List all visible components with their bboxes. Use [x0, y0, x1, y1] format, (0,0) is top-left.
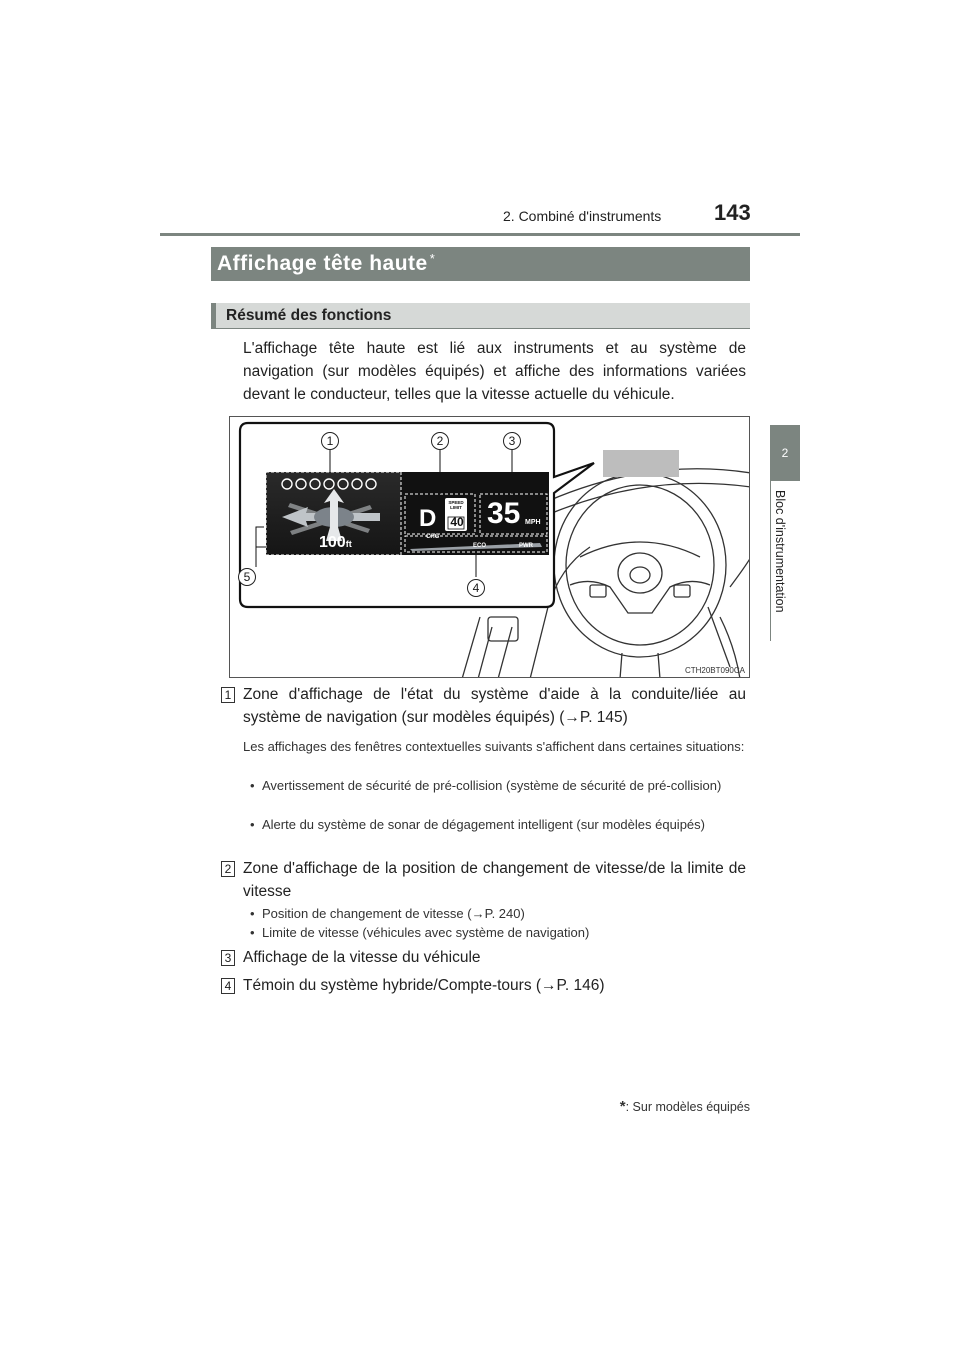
item-4-text: Témoin du système hybride/Compte-tours (→P. 146): [243, 977, 605, 994]
item-2-bullet-2: • Limite de vitesse (véhicules avec système de navigation): [250, 923, 746, 943]
running-header-section: 2. Combiné d'instruments: [503, 208, 662, 224]
item-3-text: Affichage de la vitesse du véhicule: [243, 949, 481, 966]
hud-pwr-label: PWR: [519, 543, 533, 549]
page-number: 143: [714, 200, 751, 225]
section-title-text: Affichage tête haute: [217, 252, 428, 275]
chapter-label: [773, 490, 801, 640]
hud-speed-limit-value: 40: [450, 515, 464, 529]
section-title: [211, 247, 750, 281]
item-number-1: 1: [221, 687, 235, 703]
hud-chg-label: CHG: [426, 534, 440, 540]
item-2-bullet-1: • Position de changement de vitesse (→P. 240): [250, 904, 746, 924]
item-1-bullet-2: • Alerte du système de sonar de dégagement intelligent (sur modèles équipés): [250, 815, 746, 835]
hud-gear: D: [419, 505, 437, 532]
hud-speed-limit-label: [446, 500, 466, 510]
hud-illustration-drawing: [230, 417, 750, 678]
hud-speed: 35: [487, 497, 521, 530]
chapter-tab: 2: [770, 425, 800, 481]
callout-1: 1: [321, 432, 339, 450]
callout-5: 5: [238, 568, 256, 586]
hud-distance: [319, 534, 352, 552]
hud-distance-value: 100: [319, 534, 346, 551]
callout-4: 4: [467, 579, 485, 597]
item-1-note: Les affichages des fenêtres contextuelles suivants s'affichent dans certaines situations:: [243, 739, 745, 754]
header-rule: [160, 233, 800, 236]
chapter-tab-line: [770, 481, 771, 641]
hud-distance-unit: ft: [345, 539, 352, 549]
hud-illustration: [229, 416, 750, 678]
item-number-3: 3: [221, 950, 235, 966]
item-2-text: Zone d'affichage de la position de changement de vitesse/de la limite de vitesse: [243, 860, 746, 900]
footnote-marker: *: [619, 1098, 626, 1115]
figure-code: CTH20BT090CA: [684, 666, 745, 675]
hud-speed-limit-label-1: SPEED: [448, 500, 464, 505]
item-1-bullet-1: • Avertissement de sécurité de pré-collision (système de sécurité de pré-collision): [250, 776, 746, 796]
subsection-title: Résumé des fonctions: [211, 303, 750, 329]
footnote: [620, 1098, 750, 1115]
item-number-4: 4: [221, 978, 235, 994]
callout-2: 2: [431, 432, 449, 450]
footnote-text: : Sur modèles équipés: [625, 1100, 750, 1114]
chapter-label-text: Bloc d'instrumentation: [773, 490, 787, 613]
item-number-2: 2: [221, 861, 235, 877]
intro-paragraph: L'affichage tête haute est lié aux instruments et au système de navigation (sur modèles équipés) et affiche des informations variées devant le conducteur, telles que la vitesse actuelle du véhicule.: [243, 340, 746, 403]
item-1-text: Zone d'affichage de l'état du système d'aide à la conduite/liée au système de navigation (sur modèles équipés) (→P. 145): [243, 686, 746, 726]
hud-speed-unit: MPH: [525, 519, 541, 526]
hud-eco-label: ECO: [473, 543, 487, 549]
callout-3: 3: [503, 432, 521, 450]
section-title-marker: *: [429, 250, 436, 266]
hud-speed-limit-label-2: LIMIT: [450, 505, 462, 510]
